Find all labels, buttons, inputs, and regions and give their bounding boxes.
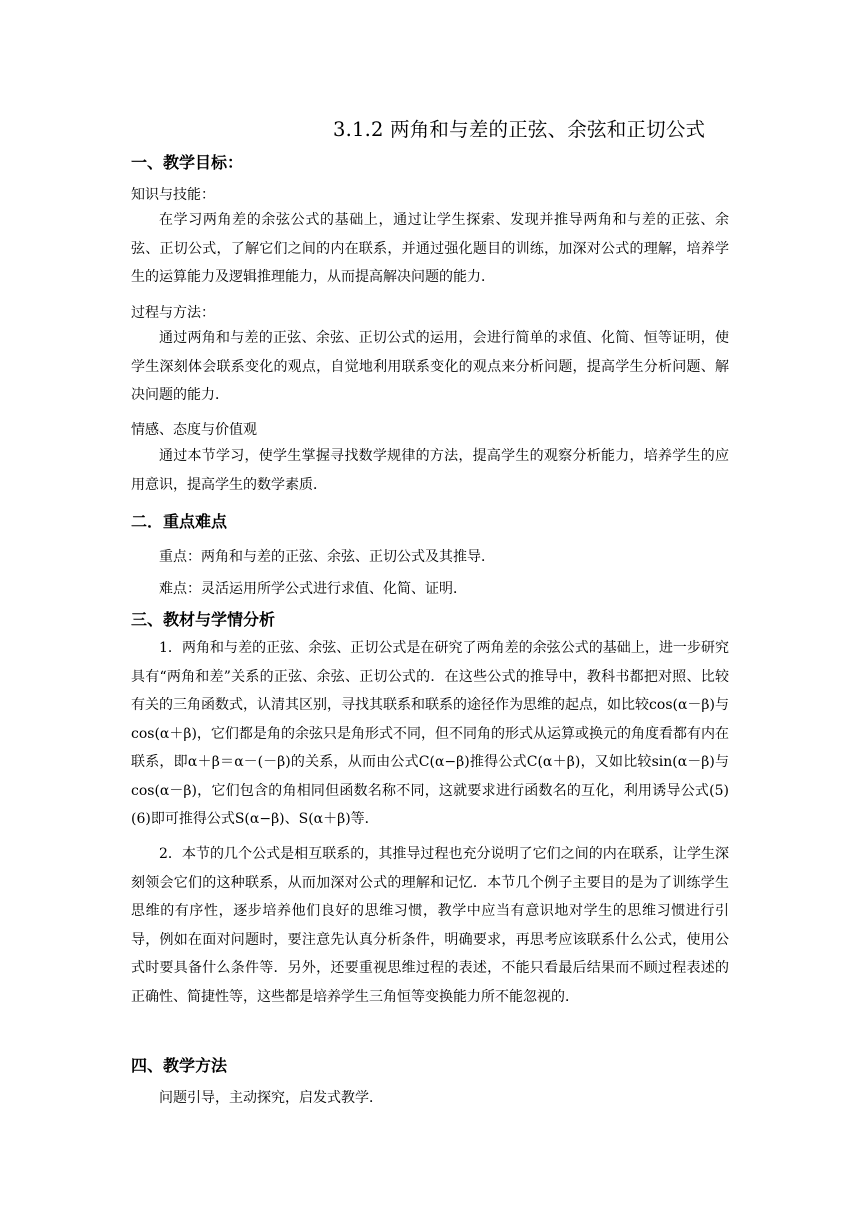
section-heading-keypoints: 二．重点难点 xyxy=(131,512,228,531)
section-heading-goals: 一、教学目标： xyxy=(131,153,244,172)
process-paragraph: 通过两角和与差的正弦、余弦、正切公式的运用，会进行简单的求值、化简、恒等证明，使学生深刻体会联系变化的观点，自觉地利用联系变化的观点来分析问题，提高学生分析问题、解决问题的能力． xyxy=(131,330,729,403)
process-label: 过程与方法： xyxy=(131,305,215,321)
section-heading-methods: 四、教学方法 xyxy=(131,1056,228,1075)
knowledge-paragraph: 在学习两角差的余弦公式的基础上，通过让学生探索、发现并推导两角和与差的正弦、余弦、正切公式，了解它们之间的内在联系，并通过强化题目的训练，加深对公式的理解，培养学生的运算能力及逻辑推理能力，从而提高解决问题的能力． xyxy=(131,212,729,285)
emotion-label: 情感、态度与价值观 xyxy=(131,422,257,438)
page-title: 3.1.2 两角和与差的正弦、余弦和正切公式 xyxy=(333,118,706,141)
analysis-paragraph-1: 1．两角和与差的正弦、余弦、正切公式是在研究了两角差的余弦公式的基础上，进一步研究具有“两角和差”关系的正弦、余弦、正切公式的．在这些公式的推导中，教科书都把对照、比较有关的三角函数式，认清其区别，寻找其联系和联系的途径作为思维的起点，如比较cos(α－β)与cos(α＋β)，它们都是角的余弦只是角形式不同，但不同角的形式从运算或换元的角度看都有内在联系，即α＋β＝α－(－β)的关系，从而由公式C(α−β)推得公式C(α＋β)，又如比较sin(α－β)与cos(α－β)，它们包含的角相同但函数名称不同，这就要求进行函数名的互化，利用诱导公式(5)(6)即可推得公式S(α−β)、S(α＋β)等． xyxy=(131,640,729,827)
section-heading-analysis: 三、教材与学情分析 xyxy=(131,610,276,629)
analysis-paragraph-2: 2．本节的几个公式是相互联系的，其推导过程也充分说明了它们之间的内在联系，让学生深刻领会它们的这种联系，从而加深对公式的理解和记忆．本节几个例子主要目的是为了训练学生思维的有序性，逐步培养他们良好的思维习惯，教学中应当有意识地对学生的思维习惯进行引导，例如在面对问题时，要注意先认真分析条件，明确要求，再思考应该联系什么公式，使用公式时要具备什么条件等．另外，还要重视思维过程的表述，不能只看最后结果而不顾过程表述的正确性、简捷性等，这些都是培养学生三角恒等变换能力所不能忽视的． xyxy=(131,846,729,1005)
methods-text: 问题引导，主动探究，启发式教学． xyxy=(159,1090,383,1106)
difficulty-text: 难点：灵活运用所学公式进行求值、化简、证明． xyxy=(159,581,467,597)
key-point-text: 重点：两角和与差的正弦、余弦、正切公式及其推导． xyxy=(159,549,495,565)
emotion-paragraph: 通过本节学习，使学生掌握寻找数学规律的方法，提高学生的观察分析能力，培养学生的应用意识，提高学生的数学素质． xyxy=(131,448,729,493)
knowledge-label: 知识与技能： xyxy=(131,187,215,203)
